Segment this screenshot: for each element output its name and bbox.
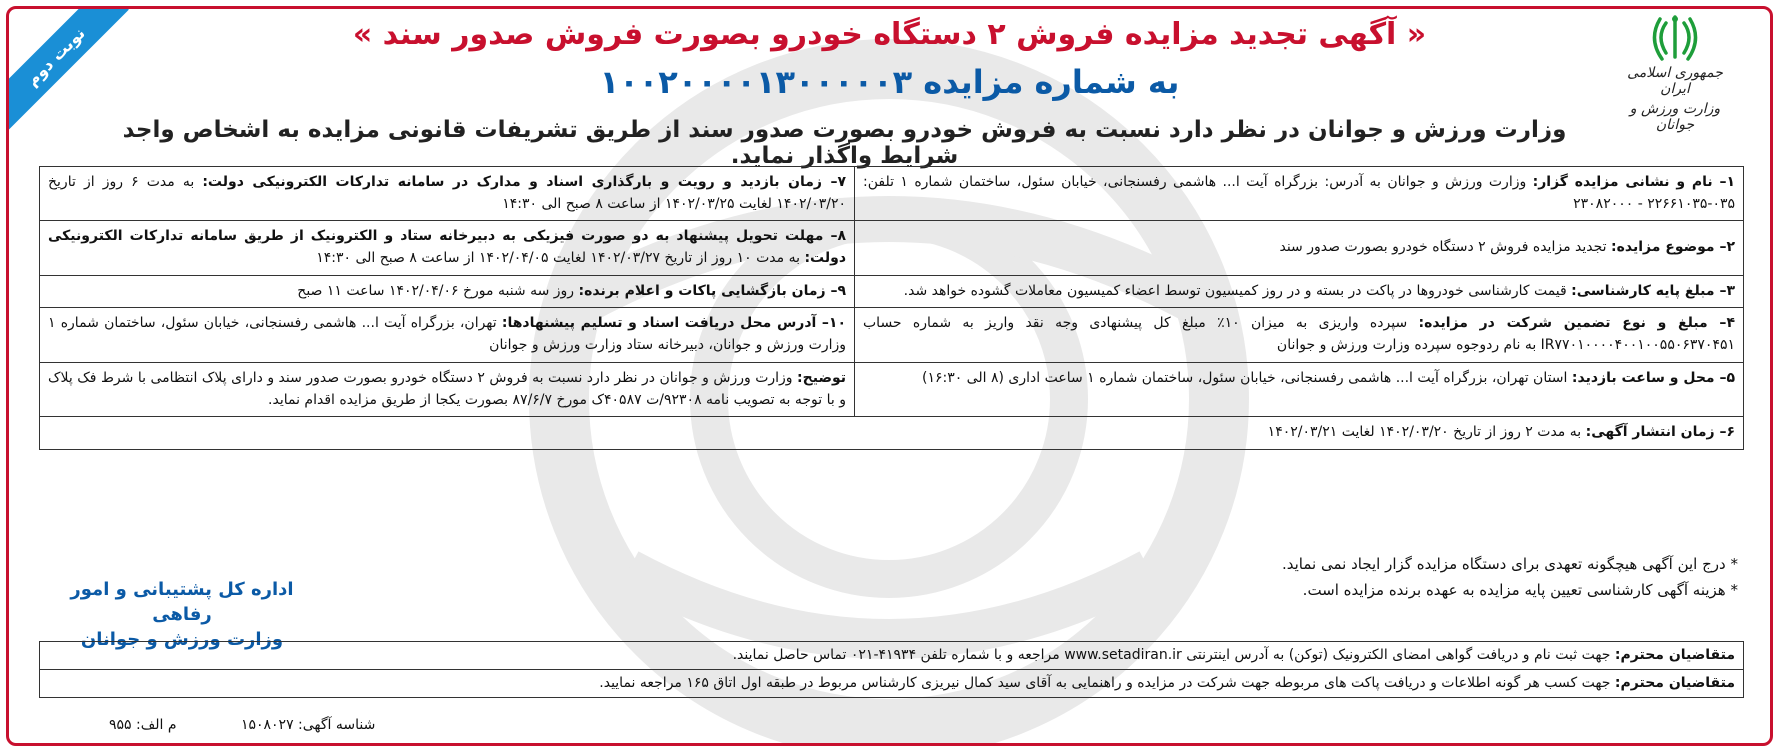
item-9-cell (40, 275, 855, 308)
item-2-cell (855, 221, 1744, 275)
note-cell (40, 362, 855, 416)
auction-number: به شماره مزایده ۱۰۰۲۰۰۰۰۱۳۰۰۰۰۰۳ (599, 63, 1180, 101)
table-row (40, 308, 1744, 362)
emblem-block (1620, 13, 1730, 133)
applicant-note-1 (40, 642, 1743, 669)
advertisement-page (6, 6, 1773, 746)
table-row (40, 417, 1744, 450)
item-label: ۵– محل و ساعت بازدید: (1571, 369, 1735, 386)
item-text: روز سه شنبه مورخ ۱۴۰۲/۰۴/۰۶ ساعت ۱۱ صبح (297, 282, 579, 299)
item-label: ۳– مبلغ پایه کارشناسی: (1571, 282, 1735, 299)
note-line: * هزینه آگهی کارشناسی تعیین پایه مزایده به عهده برنده مزایده است. (1302, 580, 1738, 599)
applicant-note-2 (40, 669, 1743, 697)
item-label: ۴– مبلغ و نوع تضمین شرکت در مزایده: (1418, 315, 1735, 332)
ad-subtitle: وزارت ورزش و جوانان در نظر دارد نسبت به فروش خودرو بصورت صدور سند از طریق تشریفات قانونی مزایده به اشخاص واجد شرایط واگذار نماید. (122, 117, 1567, 169)
item-label: ۸– مهلت تحویل پیشنهاد به دو صورت فیزیکی به دبیرخانه ستاد و الکترونیک از طریق سامانه تدارکات الکترونیکی دولت: (48, 228, 846, 267)
item-8-cell (40, 221, 855, 275)
note-label: متقاضیان محترم: (1614, 675, 1735, 691)
item-text: وزارت ورزش و جوانان به آدرس: بزرگراه آیت ا... هاشمی رفسنجانی، خیابان سئول، ساختمان شماره ۱ تلفن: ۰۳۵-۲۲۶۶۱۰۳۵ - ۲۳۰۸۲۰۰۰ (863, 174, 1735, 212)
signature-line-1: اداره کل پشتیبانی و امور رفاهی (70, 579, 294, 626)
item-label: توضیح: (797, 369, 847, 386)
table-row (40, 167, 1744, 221)
item-label: ۱۰– آدرس محل دریافت اسناد و تسلیم پیشنهادها: (501, 315, 846, 332)
item-10-cell (40, 308, 855, 362)
item-7-cell (40, 167, 855, 221)
item-1-cell (855, 167, 1744, 221)
item-text: تجدید مزایده فروش ۲ دستگاه خودرو بصورت صدور سند (1279, 239, 1611, 256)
item-text: وزارت ورزش و جوانان در نظر دارد نسبت به فروش ۲ دستگاه خودرو بصورت صدور سند و دارای پلاک انتظامی با شرط فک پلاک و با توجه به تصویب نامه ۹۲۳۰۸/ت ۴۰۵۸۷ک مورخ ۸۷/۶/۷ بصورت یکجا از طریق مزایده اقدام نماید. (48, 369, 846, 408)
edition-ribbon: نوبت دوم (6, 6, 129, 130)
item-3-cell (855, 275, 1744, 308)
note-text: جهت ثبت نام و دریافت گواهی امضای الکترونیک (توکن) به آدرس اینترنتی www.setadiran.ir مراجعه و با شماره تلفن ۴۱۹۳۴-۰۲۱ تماس حاصل نمایند. (732, 647, 1615, 663)
footer-meta (49, 717, 375, 733)
emblem-icon (1652, 13, 1698, 63)
item-label: ۶– زمان انتشار آگهی: (1585, 424, 1735, 441)
item-text: قیمت کارشناسی خودروها در پاکت در بسته و در روز کمیسیون توسط اعضاء کمیسیون معاملات گشوده خواهد شد. (903, 282, 1572, 299)
item-text: استان تهران، بزرگراه آیت ا... هاشمی رفسنجانی، خیابان سئول، ساختمان شماره ۱ ساعت اداری (۸ الی ۱۶:۳۰) (921, 369, 1572, 386)
item-5-cell (855, 362, 1744, 416)
note-line: * درج این آگهی هیچگونه تعهدی برای دستگاه مزایده گزار ایجاد نمی نماید. (1281, 555, 1738, 573)
item-6-cell (40, 417, 1744, 450)
notes-block (1282, 552, 1738, 603)
ministry-name: وزارت ورزش و جوانان (1629, 101, 1721, 133)
ad-id: شناسه آگهی: ۱۵۰۸۰۲۷ (240, 717, 376, 733)
item-text: به مدت ۱۰ روز از تاریخ ۱۴۰۲/۰۳/۲۷ لغایت ۱۴۰۲/۰۴/۰۵ از ساعت ۸ صبح الی ۱۴:۳۰ (316, 250, 805, 267)
item-label: ۹– زمان بازگشایی پاکات و اعلام برنده: (578, 282, 846, 299)
item-label: ۲– موضوع مزایده: (1611, 239, 1735, 256)
details-table (39, 166, 1744, 450)
item-text: تهران، بزرگراه آیت ا... هاشمی رفسنجانی، خیابان سئول، ساختمان شماره ۱ وزارت ورزش و جوانان، دبیرخانه ستاد وزارت ورزش و جوانان (48, 315, 846, 354)
item-label: ۱– نام و نشانی مزایده گزار: (1532, 174, 1735, 190)
note-text: جهت کسب هر گونه اطلاعات و دریافت پاکت های مربوطه جهت شرکت در مزایده و راهنمایی به آقای سید کمال نیریزی کارشناس مربوط در طبقه اول اتاق ۱۶۵ مراجعه نمایید. (599, 675, 1615, 691)
item-text: سپرده واریزی به میزان ۱۰٪ مبلغ کل پیشنهادی وجه نقد واریز به شماره حساب IR۷۷۰۱۰۰۰۰۴۰۰۱۰۰۵۵۰۶۳۷۰۴۵۱ به نام ردوجوه سپرده وزارت ورزش و جوانان (863, 315, 1735, 354)
signature-line-2: وزارت ورزش و جوانان (80, 629, 284, 651)
applicant-notes-box (39, 641, 1744, 698)
country-name: جمهوری اسلامی ایران (1627, 65, 1723, 97)
item-text: به مدت ۶ روز از تاریخ ۱۴۰۲/۰۳/۲۰ لغایت ۱۴۰۲/۰۳/۲۵ از ساعت ۸ صبح الی ۱۴:۳۰ (48, 174, 846, 212)
item-4-cell (855, 308, 1744, 362)
note-label: متقاضیان محترم: (1614, 647, 1735, 663)
item-label: ۷– زمان بازدید و رویت و بارگذاری اسناد و مدارک در سامانه تدارکات الکترونیکی دولت: (202, 174, 847, 190)
table-row (40, 221, 1744, 275)
ad-title: « آگهی تجدید مزایده فروش ۲ دستگاه خودرو بصورت فروش صدور سند » (352, 17, 1427, 52)
ad-code: م الف: ۹۵۵ (109, 717, 177, 733)
table-row (40, 362, 1744, 416)
table-row (40, 275, 1744, 308)
item-text: به مدت ۲ روز از تاریخ ۱۴۰۲/۰۳/۲۰ لغایت ۱۴۰۲/۰۳/۲۱ (1267, 424, 1586, 441)
